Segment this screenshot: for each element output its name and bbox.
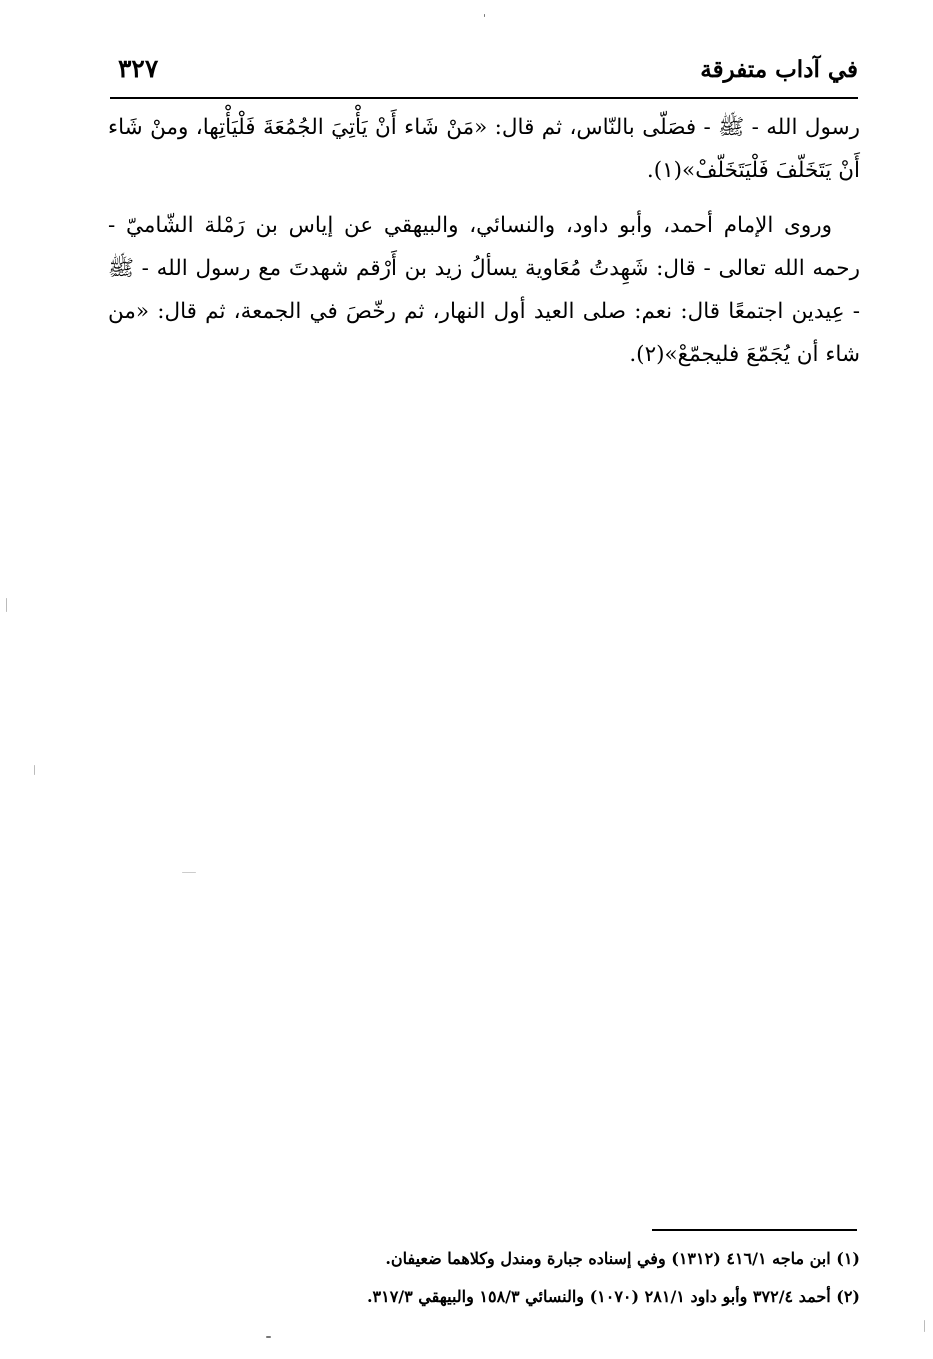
scan-speck [6, 598, 7, 612]
footnote-1: (١) ابن ماجه ٤١٦/١ (١٣١٢) وفي إسناده جبارة ومندل وكلاهما ضعيفان. [385, 1249, 860, 1268]
footnotes [220, 1240, 860, 1316]
running-title: في آداب متفرقة [700, 56, 858, 83]
paragraph: وروى الإمام أحمد، وأبو داود، والنسائي، والبيهقي عن إياس بن رَمْلة الشّاميّ - رحمه الله تعالى - قال: شَهِدتُ مُعَاوية يسألُ زيد بن أَرْقم شهدتَ مع رسول الله - ﷺ - عِيدين اجتمعًا قال: نعم: صلى العيد أول النهار، ثم رخّصَ في الجمعة، ثم قال: «من شاء أن يُجَمّعَ فليجمّعْ»(٢). [108, 213, 860, 367]
paragraph: رسول الله - ﷺ - فصَلّى بالنّاس، ثم قال: «مَنْ شَاء أَنْ يَأْتِيَ الجُمُعَةَ فَلْيَأْتِها، ومنْ شَاء أَنْ يَتَخَلّفَ فَلْيَتَخَلّفْ»(١). [108, 115, 860, 183]
scan-speck [182, 872, 196, 873]
header-rule [110, 97, 858, 99]
footnote-2: (٢) أحمد ٣٧٢/٤ وأبو داود ٢٨١/١ (١٠٧٠) والنسائي ١٥٨/٣ والبيهقي ٣١٧/٣. [366, 1287, 860, 1306]
footnote-rule [652, 1229, 857, 1231]
scan-speck [34, 765, 35, 775]
scan-speck [484, 14, 485, 17]
scan-speck [924, 1320, 925, 1332]
scan-speck [266, 1336, 271, 1338]
page-number: ٣٢٧ [118, 54, 159, 83]
main-text [108, 106, 860, 376]
page-header [110, 54, 858, 94]
